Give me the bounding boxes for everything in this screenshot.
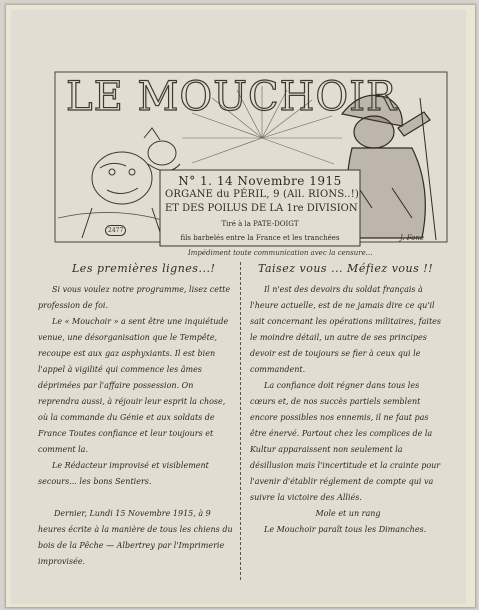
right-paragraph: Il n'est des devoirs du soldat français à l'heure actuelle, est de ne jamais dire ce qu'il sait concernant les opérations militaires, faites le moindre détail, un autre de ses principes devoir est de toujours se fier à ceux qui le commandent. (250, 285, 442, 374)
left-column (38, 282, 234, 570)
right-column-heading: Taisez vous ... Méfiez vous !! (258, 262, 434, 275)
right-closing: Le Mouchoir paraît tous les Dimanches. (264, 525, 427, 534)
issue-number-date: N° 1. 14 Novembre 1915 (178, 174, 342, 188)
left-paragraph: Le Rédacteur improvisé et visiblement secours... les bons Sentiers. (38, 461, 209, 486)
right-paragraph: La confiance doit régner dans tous les cœurs et, de nos succès partiels semblent encore possibles nos ennemis, il ne faut pas être énervé. Partout chez les complices de la Kultur apparaissent non seulement la désillusion mais l'incertitude et la crainte pour l'avenir d'établir réglement de compte qui va suivre la victoire des Alliés. (250, 381, 441, 502)
newspaper-title: LE MOUCHOIR (66, 74, 398, 120)
column-divider (240, 262, 241, 580)
division-line: ET DES POILUS DE LA 1re DIVISION (165, 203, 358, 214)
artist-signature: J. Fone (400, 234, 425, 242)
stamp-badge: 2477 (105, 225, 126, 236)
masthead (52, 68, 450, 258)
left-postscript: Dernier, Lundi 15 Novembre 1915, à 9 heures écrite à la manière de tous les chiens du bois de la Pêche — Albertrey par l'Imprimerie improvisée. (38, 509, 233, 566)
right-signature: Mole et un rang (315, 509, 381, 518)
left-paragraph: Le « Mouchoir » a sent être une inquiétude venue, une désorganisation que le Tempête, recoupe est aux gaz asphyxiants. Il est bien l'appel à vigilité qui commence les âmes déprimées par l'affaire possession. On reprendra aussi, à réjouir leur esprit la chose, où la commande du Génie et aux soldats de France Toutes confiance et leur toujours et comment la. (38, 317, 229, 454)
right-column (250, 282, 446, 538)
issue-info-box (165, 174, 360, 246)
left-paragraph: Si vous voulez notre programme, lisez cette profession de foi. (38, 285, 231, 310)
organ-line: ORGANE du PÉRIL, 9 (All. RIONS..!) (165, 189, 360, 200)
subtitle-line-1: Tiré à la PATE-DOIGT (221, 220, 299, 228)
subtitle-line-2: fils barbelés entre la France et les tranchées (180, 234, 340, 242)
censure-line: Impédiment toute communication avec la censure... (188, 249, 373, 257)
left-column-heading: Les premières lignes...! (72, 262, 216, 275)
